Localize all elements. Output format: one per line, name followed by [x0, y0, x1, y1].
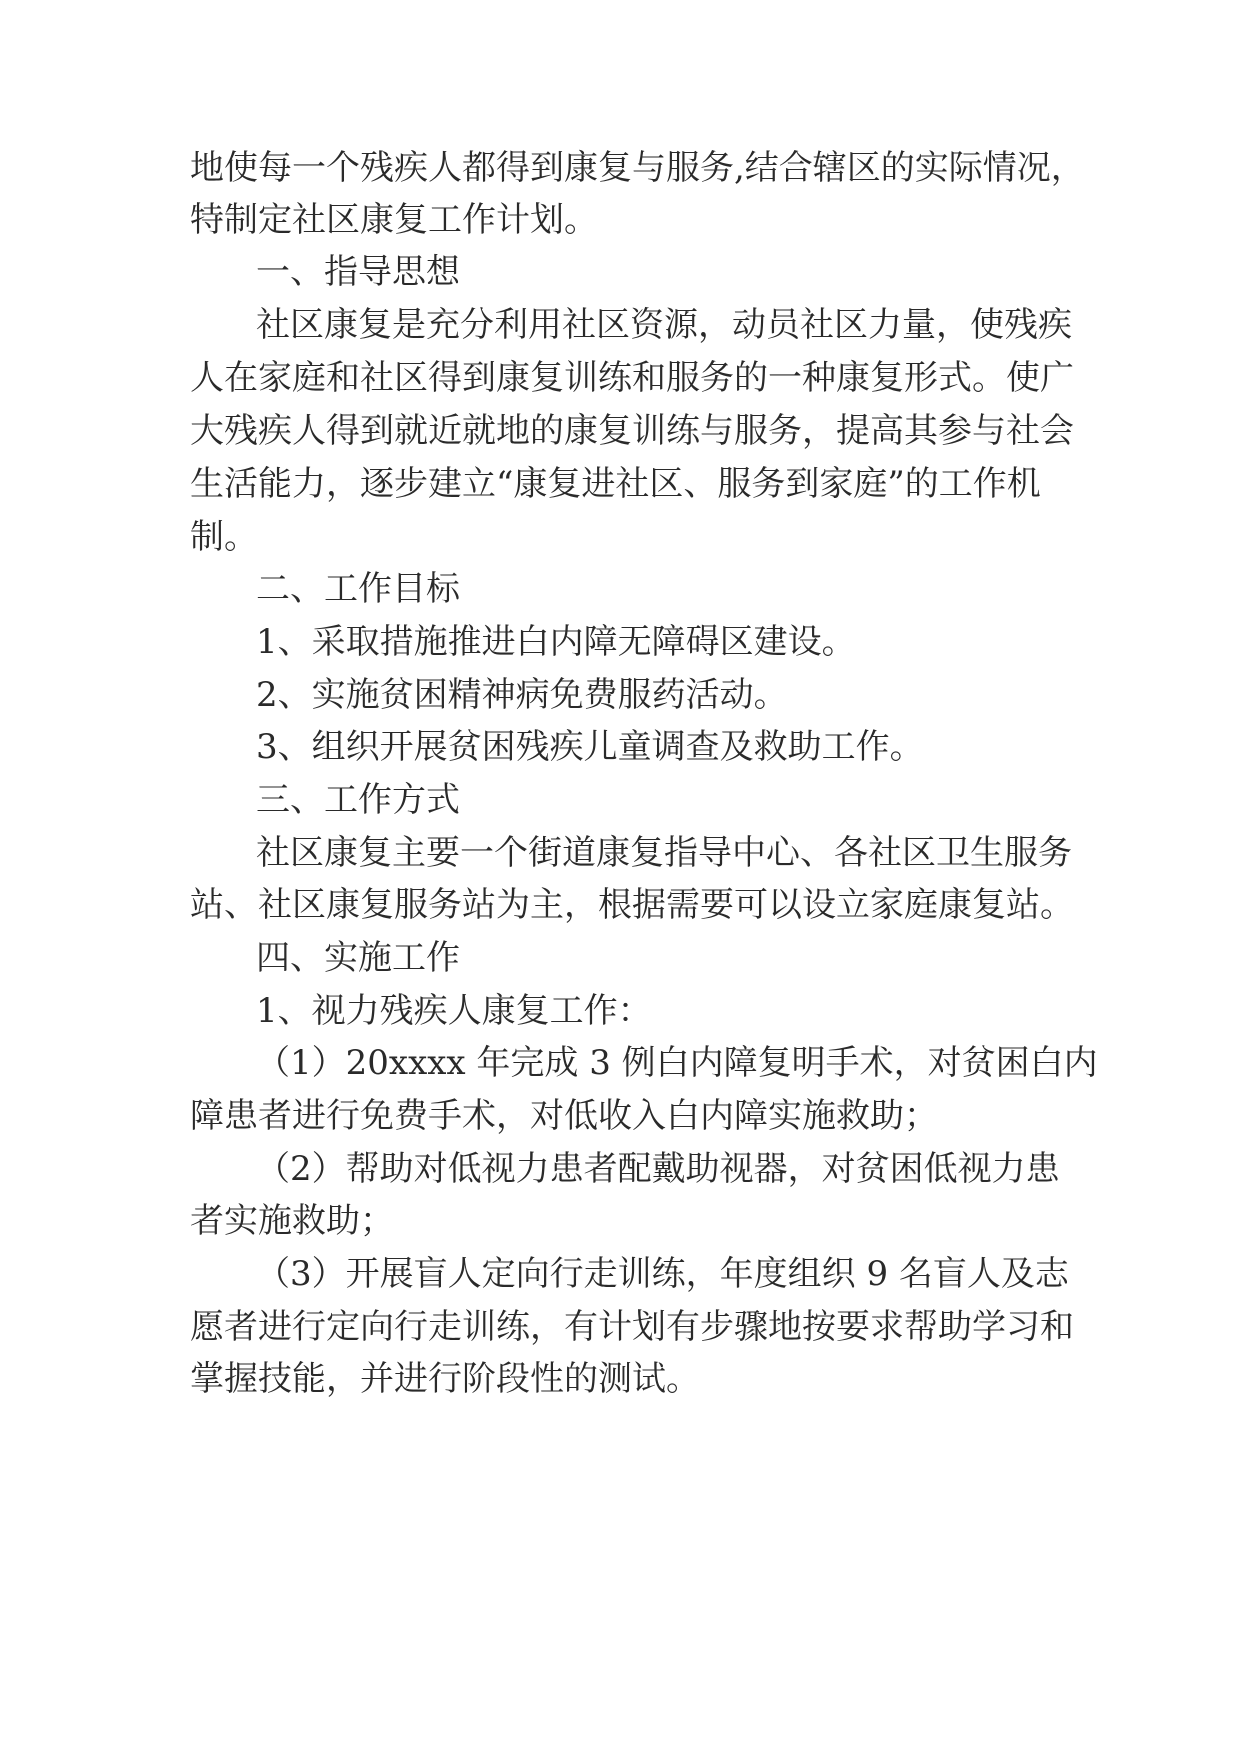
text-line: 站、社区康复服务站为主，根据需要可以设立家庭康复站。 — [190, 885, 1074, 925]
section-heading: 二、工作目标 — [256, 569, 460, 609]
list-item: 3、组织开展贫困残疾儿童调查及救助工作。 — [256, 727, 924, 767]
text-line: （2）帮助对低视力患者配戴助视器，对贫困低视力患 — [256, 1149, 1060, 1189]
list-item: 1、视力残疾人康复工作： — [256, 991, 652, 1031]
text-line: 障患者进行免费手术，对低收入白内障实施救助； — [190, 1096, 938, 1136]
text-line: （1）20xxxx 年完成 3 例白内障复明手术，对贫困白内 — [256, 1043, 1098, 1083]
text-line: （3）开展盲人定向行走训练，年度组织 9 名盲人及志 — [256, 1254, 1069, 1294]
text-line: 人在家庭和社区得到康复训练和服务的一种康复形式。使广 — [190, 358, 1074, 398]
text-line: 特制定社区康复工作计划。 — [190, 200, 598, 240]
text-line: 地使每一个残疾人都得到康复与服务,结合辖区的实际情况， — [190, 148, 1085, 188]
list-item: 2、实施贫困精神病免费服药活动。 — [256, 675, 788, 715]
section-heading: 三、工作方式 — [256, 780, 460, 820]
text-line: 社区康复是充分利用社区资源，动员社区力量，使残疾 — [256, 305, 1072, 345]
list-item: 1、采取措施推进白内障无障碍区建设。 — [256, 622, 856, 662]
section-heading: 四、实施工作 — [256, 938, 460, 978]
text-line: 制。 — [190, 517, 258, 557]
text-line: 掌握技能，并进行阶段性的测试。 — [190, 1359, 700, 1399]
text-line: 生活能力，逐步建立“康复进社区、服务到家庭”的工作机 — [190, 464, 1041, 504]
text-line: 大残疾人得到就近就地的康复训练与服务，提高其参与社会 — [190, 411, 1074, 451]
text-line: 者实施救助； — [190, 1201, 394, 1241]
text-line: 愿者进行定向行走训练，有计划有步骤地按要求帮助学习和 — [190, 1307, 1074, 1347]
text-line: 社区康复主要一个街道康复指导中心、各社区卫生服务 — [256, 833, 1072, 873]
section-heading: 一、指导思想 — [256, 252, 460, 292]
